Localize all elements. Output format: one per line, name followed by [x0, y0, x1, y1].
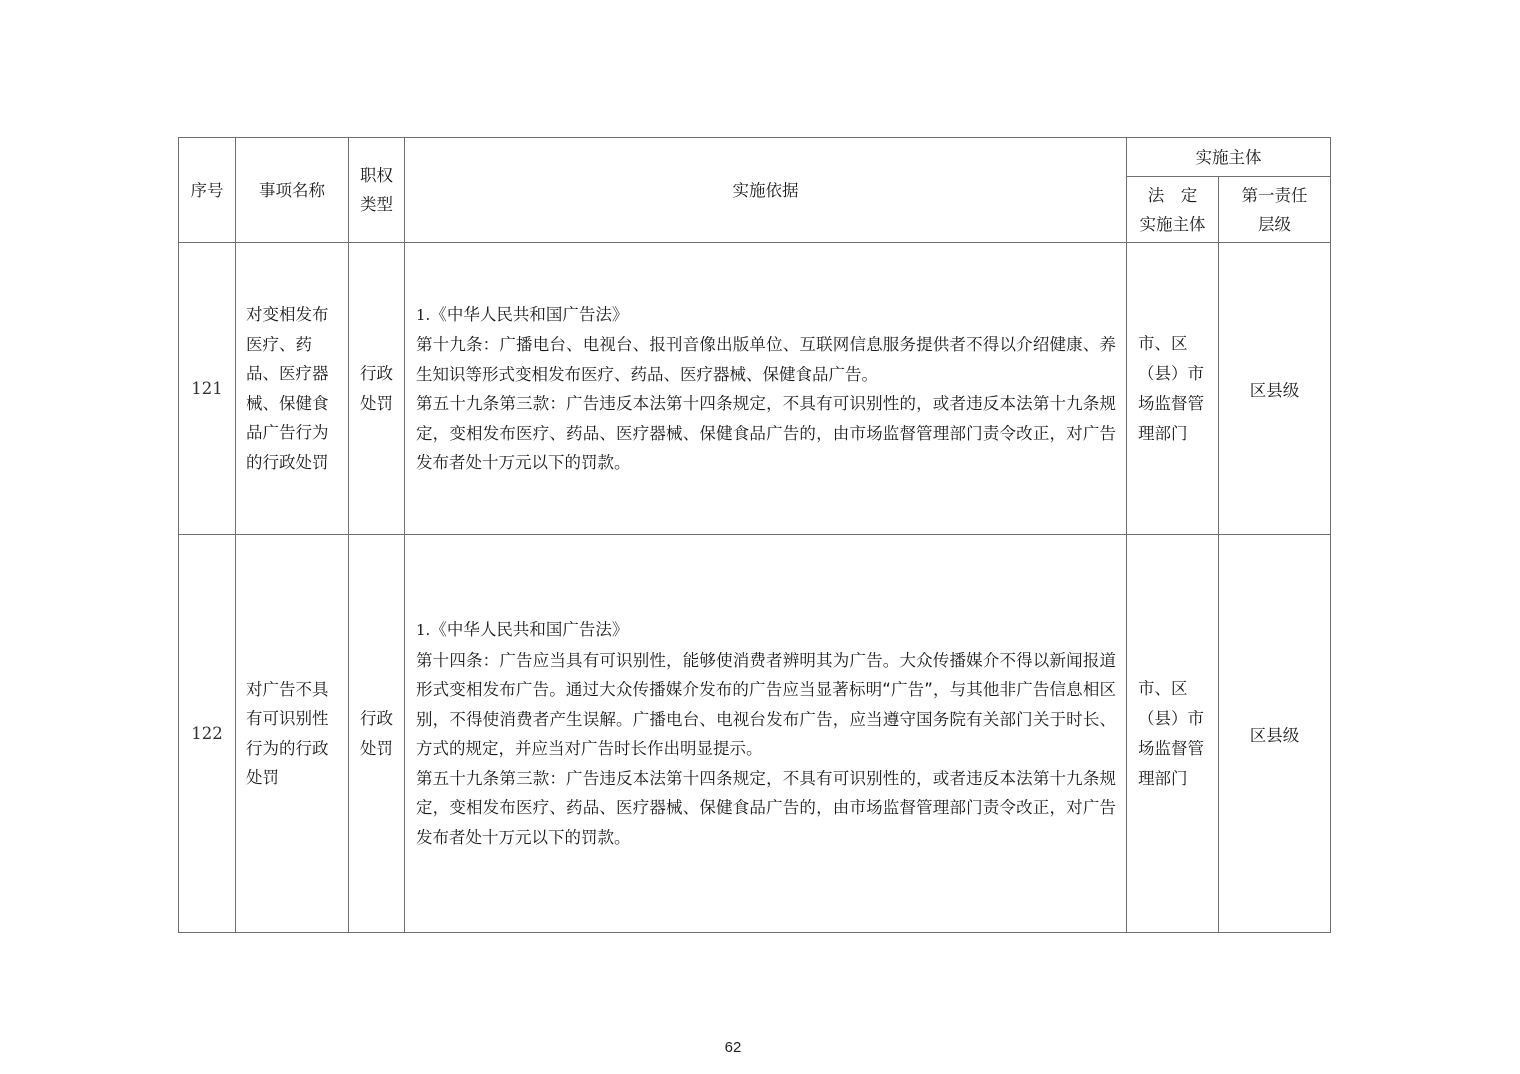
- row-basis: [405, 535, 1127, 933]
- row-basis: [405, 243, 1127, 535]
- header-type-line2: 类型: [360, 195, 393, 214]
- row-seq: 122: [179, 535, 236, 933]
- row-basis-penalty: 第五十九条第三款：广告违反本法第十四条规定，不具有可识别性的，或者违反本法第十九条规定，变相发布医疗、药品、医疗器械、保健食品广告的，由市场监督管理部门责令改正，对广告发布者处十万元以下的罚款。: [416, 394, 1116, 472]
- law-number: 1.: [416, 305, 431, 324]
- law-number: 1.: [416, 621, 431, 639]
- law-name: 《中华人民共和国广告法》: [430, 304, 629, 324]
- row-basis-penalty: 第五十九条第三款：广告违反本法第十四条规定，不具有可识别性的，或者违反本法第十九条规定，变相发布医疗、药品、医疗器械、保健食品广告的，由市场监督管理部门责令改正，对广告发布者处十万元以下的罚款。: [416, 768, 1116, 847]
- row-type-line1: 行政: [360, 708, 393, 728]
- row-legal-subject: 市、区（县）市场监督管理部门: [1127, 535, 1219, 933]
- table-row: [179, 535, 1331, 933]
- row-level: 区县级: [1219, 535, 1331, 933]
- header-legal-line1: 法 定: [1147, 185, 1198, 205]
- header-level-line2: 层级: [1258, 214, 1291, 234]
- row-authority-type: [349, 243, 405, 535]
- row-authority-type: [349, 535, 405, 933]
- row-law-title: [416, 300, 1116, 331]
- page-number: 62: [724, 1039, 742, 1056]
- table-row: [179, 243, 1331, 535]
- row-legal-subject: 市、区（县）市场监督管理部门: [1127, 243, 1219, 535]
- row-level: 区县级: [1219, 243, 1331, 535]
- row-item-name: 对变相发布医疗、药品、医疗器械、保健食品广告行为的行政处罚: [236, 243, 349, 535]
- row-law-title: [416, 615, 1116, 646]
- header-level: [1219, 177, 1331, 243]
- row-item-name: 对广告不具有可识别性行为的行政处罚: [236, 535, 349, 933]
- header-type-line1: 职权: [360, 166, 393, 185]
- row-type-line1: 行政: [360, 363, 393, 383]
- header-authority-type: [349, 138, 405, 243]
- law-name: 《中华人民共和国广告法》: [430, 620, 629, 639]
- row-basis-article: 第十四条：广告应当具有可识别性，能够使消费者辨明其为广告。大众传播媒介不得以新闻报道形式变相发布广告。通过大众传播媒介发布的广告应当显著标明“广告”，与其他非广告信息相区别，不得使消费者产生误解。广播电台、电视台发布广告，应当遵守国务院有关部门关于时长、方式的规定，并应当对广告时长作出明显提示。: [416, 650, 1116, 758]
- header-legal-line2: 实施主体: [1139, 214, 1206, 234]
- row-seq: 121: [179, 243, 236, 535]
- header-legal-subject: [1127, 177, 1219, 243]
- header-subject: 实施主体: [1127, 138, 1331, 177]
- row-type-line2: 处罚: [360, 738, 393, 758]
- header-level-line1: 第一责任: [1241, 185, 1308, 205]
- header-basis: 实施依据: [405, 138, 1127, 243]
- authority-table: [178, 137, 1331, 933]
- header-seq: 序号: [179, 138, 236, 243]
- row-basis-article: 第十九条：广播电台、电视台、报刊音像出版单位、互联网信息服务提供者不得以介绍健康、养生知识等形式变相发布医疗、药品、医疗器械、保健食品广告。: [416, 335, 1116, 384]
- header-item-name: 事项名称: [236, 138, 349, 243]
- row-type-line2: 处罚: [360, 393, 393, 413]
